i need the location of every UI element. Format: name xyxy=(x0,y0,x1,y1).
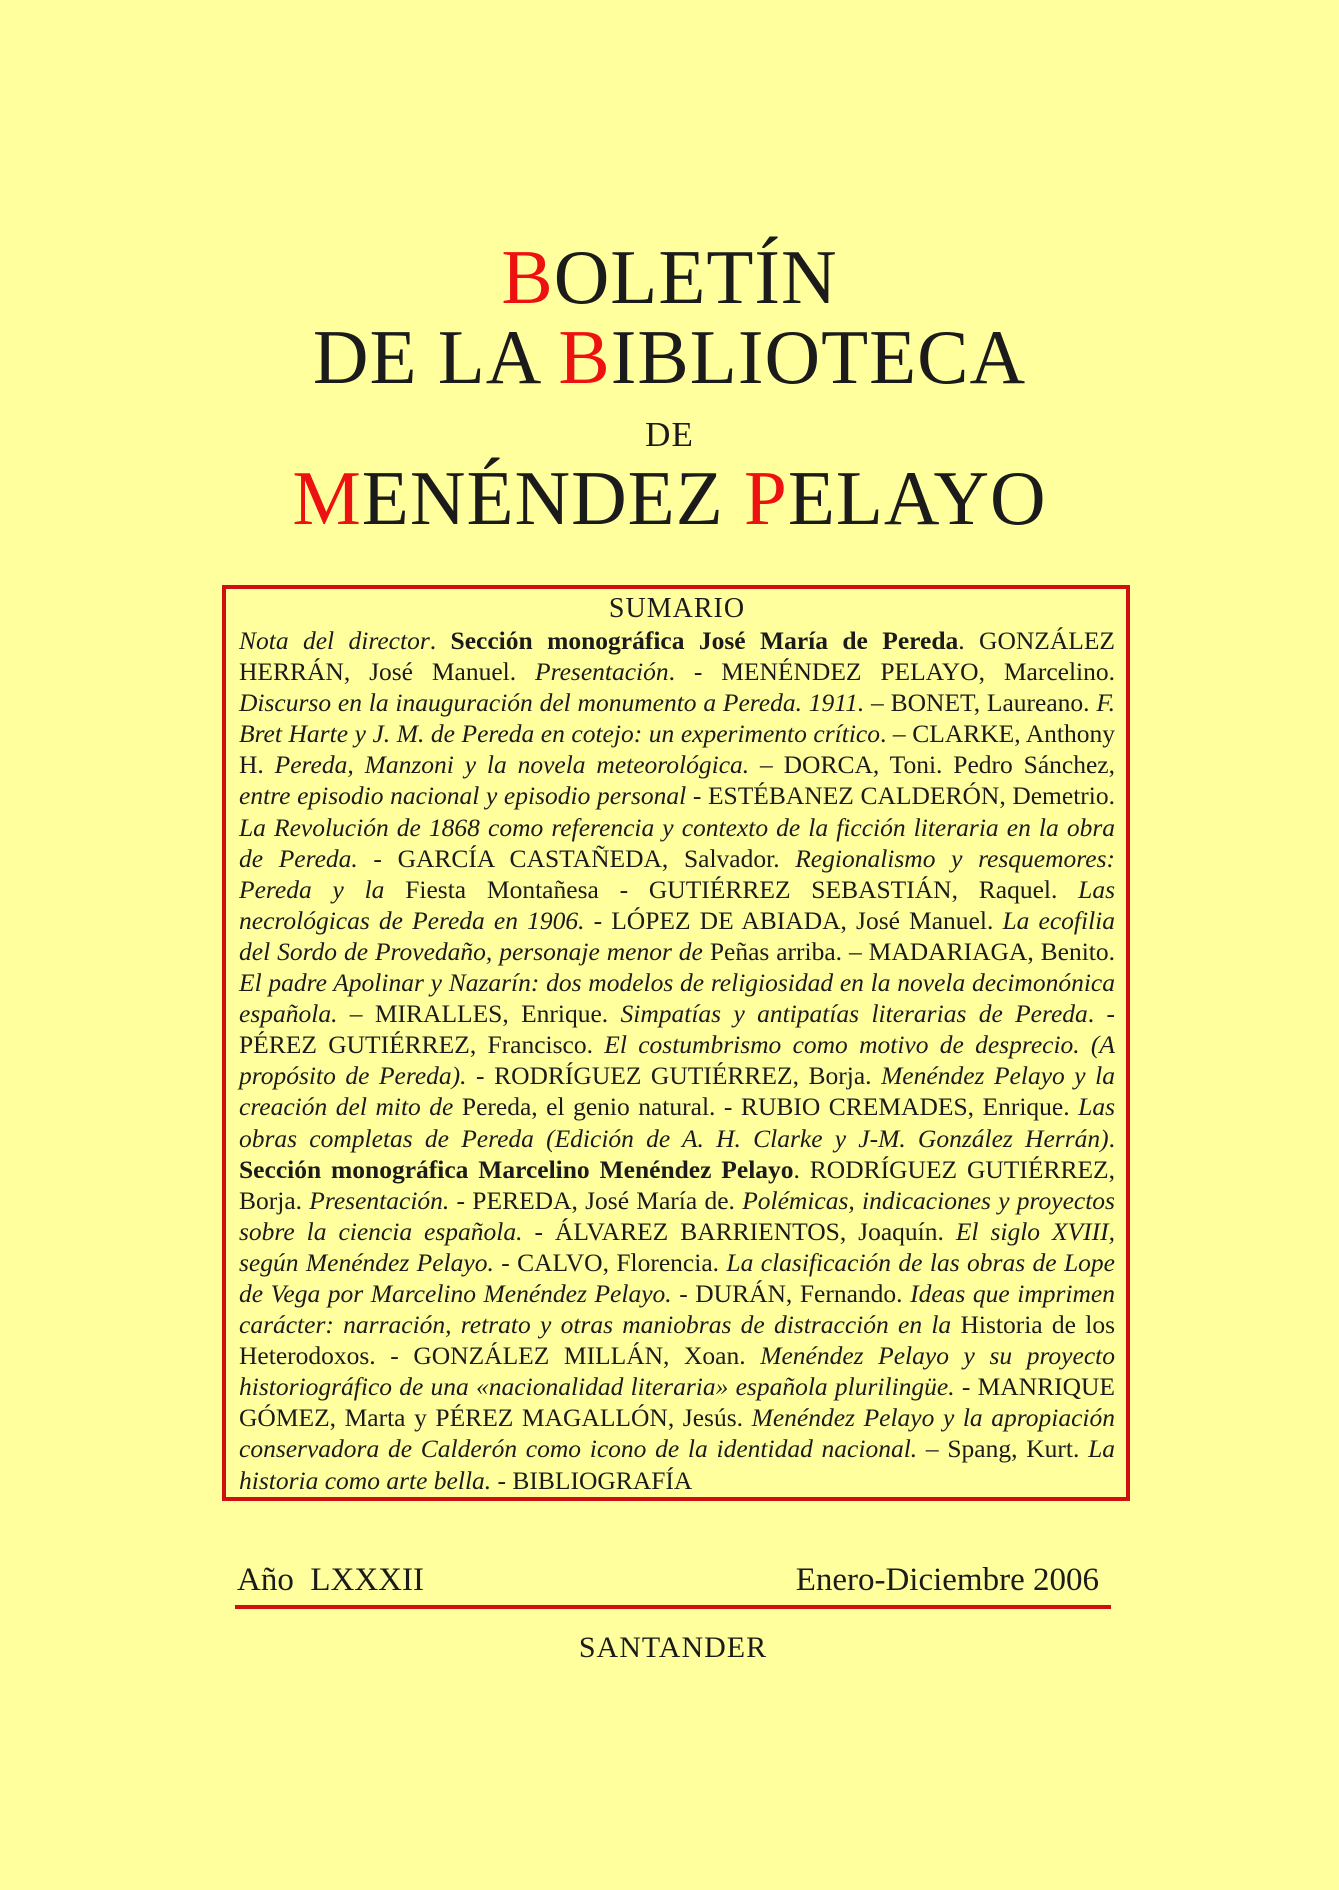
sumario-segment: entre episodio nacional y episodio personal xyxy=(239,781,687,811)
sumario-segment: Las obras completas de Pereda (Edición de A. H. Clarke y J-M. González Herrán) xyxy=(239,1092,1116,1153)
sumario-segment: La historia como arte bella. xyxy=(239,1434,1115,1495)
sumario-segment: – MIRALLES, Enrique. xyxy=(337,999,621,1029)
sumario-segment: Menéndez Pelayo y su proyecto historiográfico de una «nacionalidad literaria» española plurilingüe. xyxy=(239,1341,1115,1402)
sumario-segment: El costumbrismo como motivo de desprecio. (A propósito de Pereda). xyxy=(239,1030,1116,1091)
sumario-segment: El padre Apolinar y Nazarín: dos modelos de religiosidad en la novela decimonónica española. xyxy=(239,968,1115,1029)
sumario-segment: . GONZÁLEZ HERRÁN, José Manuel. xyxy=(239,626,1116,687)
sumario-segment: El siglo XVIII, según Menéndez Pelayo. xyxy=(239,1216,1115,1277)
sumario-segment: Presentación. xyxy=(309,1185,450,1215)
sumario-segment: Nota del director xyxy=(239,626,430,655)
sumario-segment: La ecofilia del Sordo de Provedaño, personaje menor de xyxy=(239,905,1115,966)
title-line-de-la-biblioteca xyxy=(0,314,1339,400)
footer-year-label: Año LXXXII xyxy=(237,1562,424,1598)
footer-date-range: Enero-Diciembre 2006 xyxy=(795,1562,1099,1598)
sumario-segment: . xyxy=(1108,1123,1115,1153)
title-text: OLETÍN xyxy=(553,234,838,320)
sumario-segment: - RODRÍGUEZ GUTIÉRREZ, Borja. xyxy=(466,1061,882,1091)
sumario-segment: . - PÉREZ GUTIÉRREZ, Francisco. xyxy=(239,999,1115,1060)
sumario-segment: – Spang, Kurt. xyxy=(917,1434,1089,1464)
sumario-segment: - ESTÉBANEZ CALDERÓN, Demetrio. xyxy=(686,781,1115,811)
sumario-segment: Historia de los Heterodoxos. - GONZÁLEZ MILLÁN, Xoan. xyxy=(239,1310,1116,1371)
sumario-segment: - DURÁN, Fernando. xyxy=(671,1278,911,1308)
sumario-segment: Ideas que imprimen carácter: narración, retrato y otras maniobras de distracción en la xyxy=(239,1278,1115,1340)
sumario-segment: . xyxy=(429,626,451,655)
title-line-de xyxy=(0,417,1339,452)
title-text: ELAYO xyxy=(787,455,1047,541)
sumario-segment: Pereda, Manzoni y la novela meteorológica. xyxy=(274,750,750,780)
sumario-segment: Menéndez Pelayo y la apropiación conservadora de Calderón como icono de la identidad nacional. xyxy=(239,1403,1115,1464)
title-text: ENÉNDEZ xyxy=(361,455,745,541)
title-line-menendez-pelayo xyxy=(0,455,1339,541)
sumario-segment: - ÁLVAREZ BARRIENTOS, Joaquín. xyxy=(522,1216,956,1246)
footer-divider-rule xyxy=(235,1605,1111,1609)
sumario-segment: - MANRIQUE GÓMEZ, Marta y PÉREZ MAGALLÓN, Jesús. xyxy=(239,1372,1115,1433)
sumario-segment: Las necrológicas de Pereda en 1906. xyxy=(239,874,1115,935)
sumario-segment: Sección monográfica José María de Pereda xyxy=(450,626,959,655)
title-red-initial: B xyxy=(558,314,611,400)
sumario-segment: La Revolución de 1868 como referencia y contexto de la ficción literaria en la obra de Pereda. xyxy=(239,812,1115,873)
sumario-segment: - GARCÍA CASTAÑEDA, Salvador. xyxy=(357,843,796,873)
footer-city: SANTANDER xyxy=(578,1631,768,1664)
sumario-segment: Sección monográfica Marcelino Menéndez Pelayo xyxy=(239,1154,794,1184)
sumario-heading: SUMARIO xyxy=(608,593,746,624)
sumario-segment: Fiesta Montañesa - GUTIÉRREZ SEBASTIÁN, Raquel. xyxy=(405,874,1079,904)
sumario-segment: La clasificación de las obras de Lope de Vega por Marcelino Menéndez Pelayo. xyxy=(239,1247,1115,1308)
title-red-initial: B xyxy=(501,234,554,320)
sumario-segment: . – CLARKE, Anthony H. xyxy=(239,719,1116,780)
sumario-segment: - CALVO, Florencia. xyxy=(493,1247,727,1277)
sumario-segment: - LÓPEZ DE ABIADA, José Manuel. xyxy=(584,905,1003,935)
sumario-segment: . - MENÉNDEZ PELAYO, Marcelino. xyxy=(668,657,1116,687)
sumario-segment: Presentación xyxy=(535,657,669,687)
sumario-box xyxy=(222,585,1130,1501)
title-text: IBLIOTECA xyxy=(610,314,1027,400)
title-line-boletin xyxy=(0,234,1339,320)
title-red-initial: M xyxy=(292,455,362,541)
sumario-segment: Menéndez Pelayo y la creación del mito de xyxy=(239,1061,1115,1122)
sumario-segment: - BIBLIOGRAFÍA xyxy=(491,1465,693,1495)
sumario-text xyxy=(239,625,1115,1496)
sumario-segment: Regionalismo y resquemores: Pereda y la xyxy=(239,843,1115,904)
sumario-segment: Pereda, el genio natural. - RUBIO CREMADES, Enrique. xyxy=(461,1092,1079,1122)
sumario-segment: Polémicas, indicaciones y proyectos sobre la ciencia española. xyxy=(239,1185,1115,1246)
sumario-segment: Peñas arriba. – MADARIAGA, Benito. xyxy=(709,936,1116,966)
sumario-segment: - PEREDA, José María de. xyxy=(449,1185,743,1215)
sumario-segment: – DORCA, Toni. Pedro Sánchez, xyxy=(749,750,1115,780)
sumario-segment: F. Bret Harte y J. M. de Pereda en cotejo: un experimento crítico xyxy=(239,688,1115,749)
title-red-initial: P xyxy=(744,455,788,541)
sumario-segment: . RODRÍGUEZ GUTIÉRREZ, Borja. xyxy=(239,1154,1115,1215)
sumario-segment: Discurso en la inauguración del monumento a Pereda. 1911. xyxy=(239,688,865,718)
sumario-segment: Simpatías y antipatías literarias de Pereda xyxy=(620,999,1088,1029)
title-text: DE xyxy=(645,415,694,454)
title-text: DE LA xyxy=(312,314,559,400)
sumario-segment: – BONET, Laureano. xyxy=(864,688,1097,718)
